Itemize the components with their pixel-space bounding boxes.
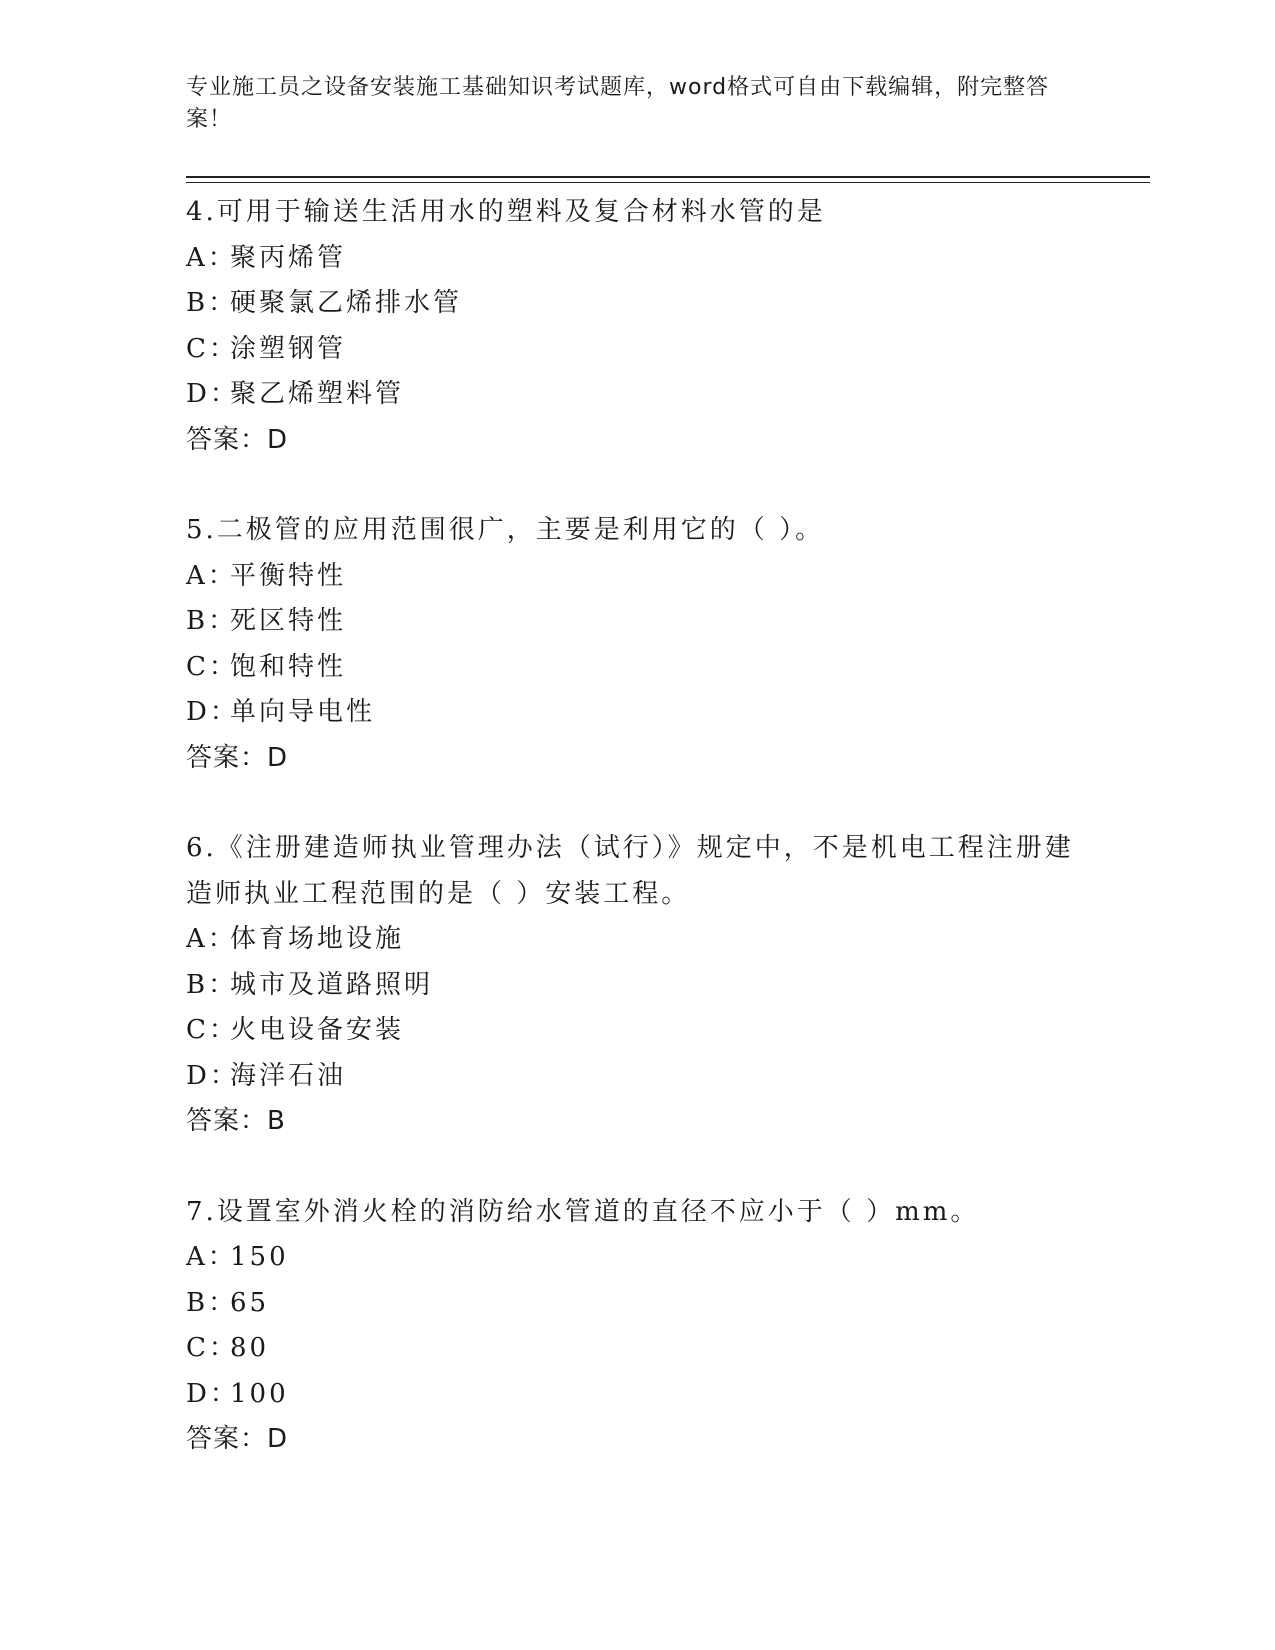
option-text: 65 [230, 1287, 270, 1318]
option-label: C： [186, 333, 238, 364]
option-label: C： [186, 1333, 238, 1363]
option-label: A： [186, 924, 237, 954]
question-text: 5.二极管的应用范围很广，主要是利用它的（ ）。 [186, 515, 825, 545]
option-text: 聚乙烯塑料管 [230, 379, 405, 409]
option-d [186, 690, 1086, 736]
option-d [186, 372, 1086, 418]
option-text: 聚丙烯管 [230, 242, 347, 273]
question-7 [186, 1190, 1086, 1463]
question-text: 4.可用于输送生活用水的塑料及复合材料水管的是 [186, 197, 826, 227]
option-c [186, 645, 1086, 691]
option-label: B： [186, 969, 238, 1000]
option-text: 城市及道路照明 [230, 969, 434, 1000]
option-label: B： [186, 288, 238, 318]
document-header: 专业施工员之设备安装施工基础知识考试题库，word格式可自由下载编辑，附完整答案！ [186, 75, 1050, 132]
option-label: A： [186, 1242, 237, 1272]
option-text: 80 [230, 1333, 270, 1363]
option-a [186, 917, 1086, 963]
option-b [186, 963, 1086, 1009]
option-a [186, 554, 1086, 600]
header-divider-thick [186, 176, 1150, 178]
option-label: D： [186, 1378, 239, 1409]
option-text: 海洋石油 [230, 1060, 347, 1091]
question-text: 7.设置室外消火栓的消防给水管道的直径不应小于（ ）mm。 [186, 1196, 980, 1227]
option-c [186, 327, 1086, 373]
option-label: D： [186, 697, 239, 727]
option-label: B： [186, 606, 238, 636]
question-6 [186, 826, 1086, 1145]
option-text: 饱和特性 [230, 651, 347, 682]
option-a [186, 1235, 1086, 1281]
option-text: 硬聚氯乙烯排水管 [230, 288, 463, 318]
option-label: A： [186, 560, 237, 591]
option-b [186, 1281, 1086, 1327]
option-c [186, 1326, 1086, 1372]
option-text: 平衡特性 [230, 560, 347, 591]
question-text: 6.《注册建造师执业管理办法（试行）》规定中，不是机电工程注册建造师执业工程范围的是（ ）安装工程。 [186, 833, 1074, 909]
option-text: 150 [230, 1242, 289, 1272]
option-a [186, 236, 1086, 282]
question-list [186, 190, 1086, 1508]
question-5 [186, 508, 1086, 781]
option-text: 火电设备安装 [230, 1015, 405, 1045]
question-4 [186, 190, 1086, 463]
option-label: C： [186, 1015, 238, 1045]
header-divider-thin [186, 182, 1150, 183]
option-text: 单向导电性 [230, 697, 376, 727]
option-label: D： [186, 1060, 239, 1091]
option-d [186, 1372, 1086, 1418]
option-text: 体育场地设施 [230, 924, 405, 954]
option-b [186, 599, 1086, 645]
answer-line: 答案：B [186, 1106, 286, 1136]
option-b [186, 281, 1086, 327]
option-d [186, 1054, 1086, 1100]
answer-line: 答案：D [186, 742, 289, 773]
option-text: 100 [230, 1378, 289, 1409]
option-label: C： [186, 651, 238, 682]
option-text: 死区特性 [230, 606, 347, 636]
option-text: 涂塑钢管 [230, 333, 347, 364]
option-c [186, 1008, 1086, 1054]
answer-line: 答案：D [186, 424, 289, 455]
option-label: D： [186, 379, 239, 409]
option-label: A： [186, 242, 237, 273]
option-label: B： [186, 1287, 238, 1318]
answer-line: 答案：D [186, 1424, 289, 1454]
